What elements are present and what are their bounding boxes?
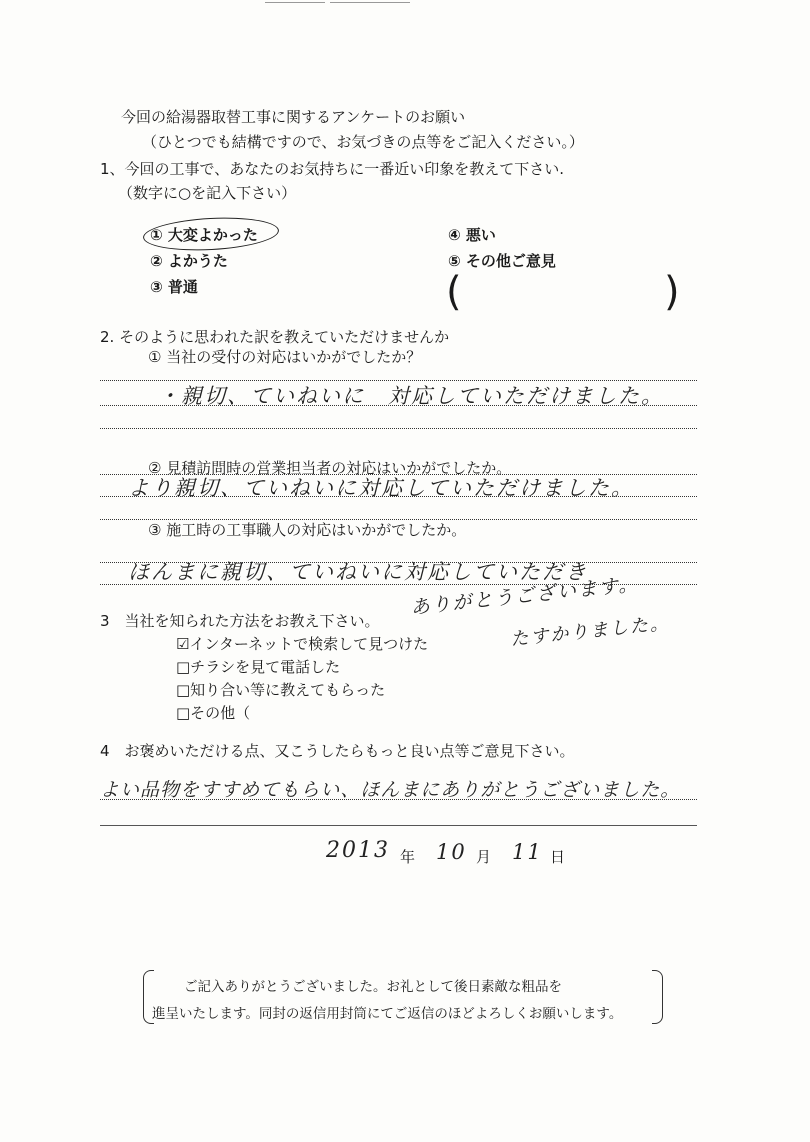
footer-line2: 進呈いたします。同封の返信用封筒にてご返信のほどよろしくお願いします。 <box>152 1006 623 1022</box>
q4-question: 4 お褒めいただける点、又こうしたらもっと良い点等ご意見下さい。 <box>100 742 575 760</box>
q1-option-1: ① 大変よかった <box>150 226 258 244</box>
answer-line <box>100 428 697 429</box>
q1-option-3: ③ 普通 <box>150 278 198 296</box>
q3-option-acquaintance: □知り合い等に教えてもらった <box>176 681 386 699</box>
date-day-label: 日 <box>550 848 566 866</box>
footer-bracket-right <box>652 970 663 1024</box>
date-year: 2013 <box>326 838 390 863</box>
q1-question: 1、今回の工事で、あなたのお気持ちに一番近い印象を教えて下さい. <box>100 160 565 178</box>
q1-instruction: （数字に○を記入下さい） <box>118 184 297 202</box>
q2-sub2: ② 見積訪問時の営業担当者の対応はいかがでしたか。 <box>148 459 512 477</box>
q3-option-internet: ☑インターネットで検索して見つけた <box>176 635 429 653</box>
q3-question: 3 当社を知られた方法をお教え下さい。 <box>100 612 380 630</box>
q2-sub1: ① 当社の受付の対応はいかがでしたか？ <box>148 348 422 366</box>
date-day: 11 <box>512 840 543 864</box>
q2-answer3-thanks: ありがとうございます。 <box>409 573 641 619</box>
q2-question: 2. そのように思われた訳を教えていただけませんか <box>100 328 450 346</box>
q1-option-4: ④ 悪い <box>448 226 496 244</box>
answer-line <box>100 825 697 826</box>
date-month: 10 <box>436 840 467 864</box>
q2-answer3-handwritten: ほんまに親切、ていねいに対応していただき <box>128 560 588 584</box>
date-year-label: 年 <box>400 848 416 866</box>
q2-answer3-helped: たすかりました。 <box>509 612 671 651</box>
top-edge-line <box>265 2 325 3</box>
footer-line1: ご記入ありがとうございました。お礼として後日素敵な粗品を <box>184 979 562 995</box>
q4-answer-handwritten: よい品物をすすめてもらい、ほんまにありがとうございました。 <box>100 779 681 801</box>
answer-line <box>100 496 697 497</box>
opinion-open-paren: ( <box>446 269 462 315</box>
answer-line <box>100 405 697 406</box>
q2-answer1-handwritten: ・親切、ていねいに 対応していただけました。 <box>158 384 664 408</box>
q2-answer2-handwritten: より親切、ていねいに対応していただけました。 <box>128 476 634 500</box>
q1-option-5: ⑤ その他ご意見 <box>448 252 556 270</box>
q1-option-2: ② よかうた <box>150 252 228 270</box>
q3-option-flyer: □チラシを見て電話した <box>176 658 341 676</box>
date-month-label: 月 <box>476 848 492 866</box>
q3-option-other: □その他（ <box>176 704 251 722</box>
opinion-close-paren: ) <box>664 269 680 315</box>
q2-sub3: ③ 施工時の工事職人の対応はいかがでしたか。 <box>148 521 467 539</box>
survey-title: 今回の給湯器取替工事に関するアンケートのお願い <box>121 108 466 126</box>
top-edge-line <box>330 2 410 3</box>
survey-subtitle: （ひとつでも結構ですので、お気づきの点等をご記入ください。） <box>142 133 584 151</box>
